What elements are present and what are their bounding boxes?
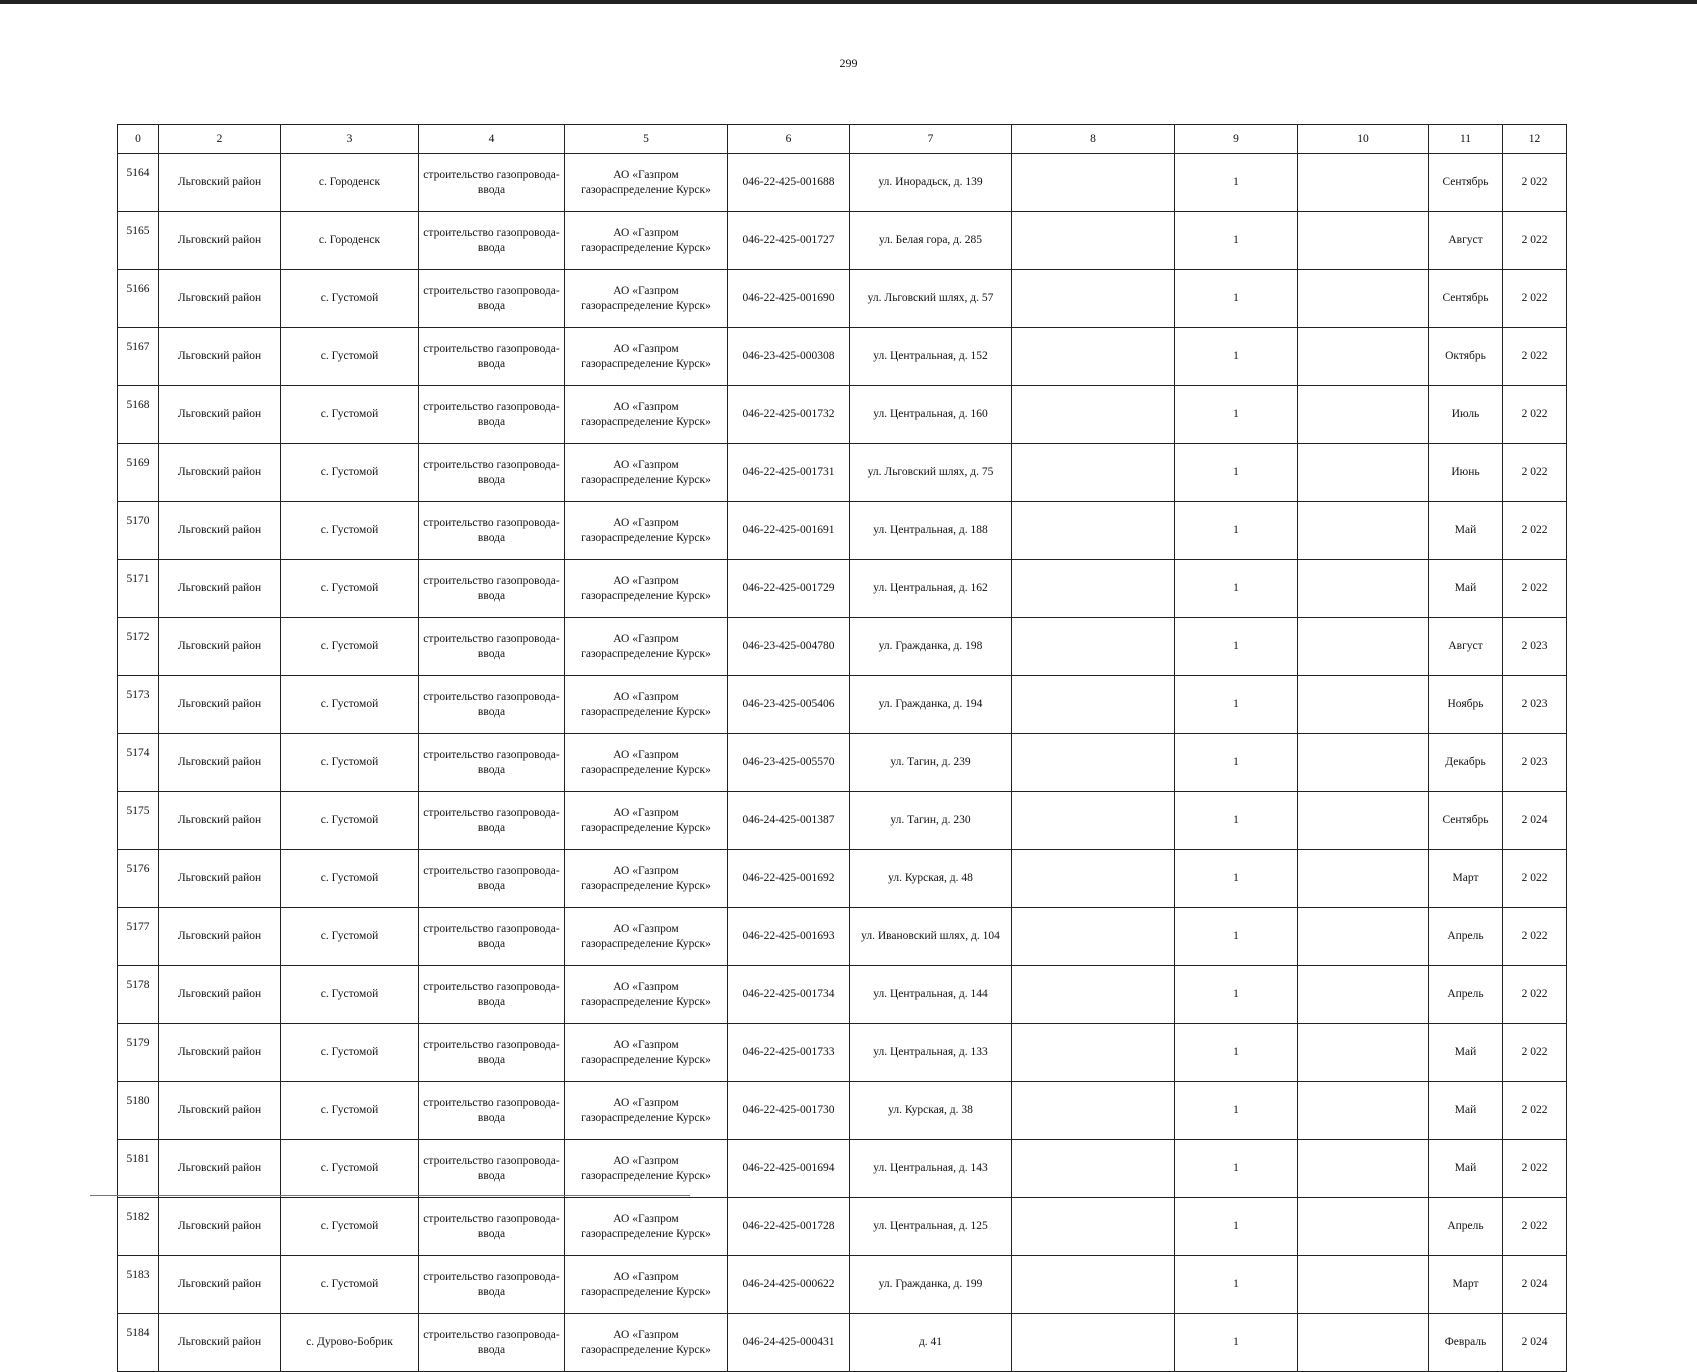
work-type-cell: строительство газопровода-ввода	[419, 270, 565, 328]
organization-cell: АО «Газпром газораспределение Курск»	[565, 502, 728, 560]
object-code-cell: 046-22-425-001731	[728, 444, 850, 502]
table-row	[118, 792, 1567, 850]
work-type-cell: строительство газопровода-ввода	[419, 966, 565, 1024]
settlement-cell: с. Густомой	[281, 560, 419, 618]
year-cell: 2 022	[1503, 502, 1567, 560]
district-cell: Льговский район	[159, 328, 281, 386]
year-cell: 2 022	[1503, 154, 1567, 212]
work-type-cell: строительство газопровода-ввода	[419, 1198, 565, 1256]
column-8-cell	[1012, 328, 1175, 386]
column-10-cell	[1298, 328, 1429, 386]
table-row	[118, 328, 1567, 386]
settlement-cell: с. Густомой	[281, 270, 419, 328]
table-body	[118, 154, 1567, 1372]
table-row	[118, 386, 1567, 444]
row-number-cell: 5164	[118, 154, 159, 212]
address-cell: ул. Центральная, д. 143	[850, 1140, 1012, 1198]
work-type-cell: строительство газопровода-ввода	[419, 734, 565, 792]
header-cell: 9	[1175, 125, 1298, 154]
settlement-cell: с. Густомой	[281, 908, 419, 966]
organization-cell: АО «Газпром газораспределение Курск»	[565, 618, 728, 676]
object-code-cell: 046-22-425-001693	[728, 908, 850, 966]
district-cell: Льговский район	[159, 1140, 281, 1198]
quantity-cell: 1	[1175, 502, 1298, 560]
table-row	[118, 1198, 1567, 1256]
district-cell: Льговский район	[159, 908, 281, 966]
organization-cell: АО «Газпром газораспределение Курск»	[565, 792, 728, 850]
month-cell: Ноябрь	[1429, 676, 1503, 734]
address-cell: ул. Центральная, д. 152	[850, 328, 1012, 386]
month-cell: Август	[1429, 212, 1503, 270]
table-row	[118, 618, 1567, 676]
organization-cell: АО «Газпром газораспределение Курск»	[565, 676, 728, 734]
table-row	[118, 560, 1567, 618]
object-code-cell: 046-23-425-000308	[728, 328, 850, 386]
column-8-cell	[1012, 270, 1175, 328]
work-type-cell: строительство газопровода-ввода	[419, 444, 565, 502]
column-8-cell	[1012, 444, 1175, 502]
month-cell: Июль	[1429, 386, 1503, 444]
row-number-cell: 5173	[118, 676, 159, 734]
district-cell: Льговский район	[159, 502, 281, 560]
district-cell: Льговский район	[159, 154, 281, 212]
address-cell: ул. Центральная, д. 133	[850, 1024, 1012, 1082]
row-number-cell: 5167	[118, 328, 159, 386]
column-8-cell	[1012, 908, 1175, 966]
work-type-cell: строительство газопровода-ввода	[419, 850, 565, 908]
district-cell: Льговский район	[159, 444, 281, 502]
object-code-cell: 046-22-425-001729	[728, 560, 850, 618]
column-10-cell	[1298, 154, 1429, 212]
column-8-cell	[1012, 850, 1175, 908]
table-row	[118, 1140, 1567, 1198]
column-10-cell	[1298, 676, 1429, 734]
column-10-cell	[1298, 850, 1429, 908]
column-8-cell	[1012, 1140, 1175, 1198]
district-cell: Льговский район	[159, 212, 281, 270]
district-cell: Льговский район	[159, 734, 281, 792]
year-cell: 2 022	[1503, 850, 1567, 908]
quantity-cell: 1	[1175, 386, 1298, 444]
quantity-cell: 1	[1175, 444, 1298, 502]
column-8-cell	[1012, 212, 1175, 270]
work-type-cell: строительство газопровода-ввода	[419, 908, 565, 966]
settlement-cell: с. Густомой	[281, 1256, 419, 1314]
row-number-cell: 5181	[118, 1140, 159, 1198]
work-type-cell: строительство газопровода-ввода	[419, 792, 565, 850]
month-cell: Май	[1429, 560, 1503, 618]
row-number-cell: 5171	[118, 560, 159, 618]
column-8-cell	[1012, 1314, 1175, 1372]
quantity-cell: 1	[1175, 1082, 1298, 1140]
work-type-cell: строительство газопровода-ввода	[419, 386, 565, 444]
row-number-cell: 5174	[118, 734, 159, 792]
row-number-cell: 5166	[118, 270, 159, 328]
organization-cell: АО «Газпром газораспределение Курск»	[565, 154, 728, 212]
district-cell: Льговский район	[159, 676, 281, 734]
column-8-cell	[1012, 966, 1175, 1024]
quantity-cell: 1	[1175, 328, 1298, 386]
address-cell: ул. Тагин, д. 239	[850, 734, 1012, 792]
month-cell: Сентябрь	[1429, 270, 1503, 328]
column-10-cell	[1298, 1314, 1429, 1372]
work-type-cell: строительство газопровода-ввода	[419, 1140, 565, 1198]
year-cell: 2 022	[1503, 270, 1567, 328]
object-code-cell: 046-22-425-001733	[728, 1024, 850, 1082]
year-cell: 2 023	[1503, 734, 1567, 792]
month-cell: Март	[1429, 1256, 1503, 1314]
work-type-cell: строительство газопровода-ввода	[419, 154, 565, 212]
settlement-cell: с. Густомой	[281, 1082, 419, 1140]
month-cell: Май	[1429, 1082, 1503, 1140]
work-type-cell: строительство газопровода-ввода	[419, 212, 565, 270]
settlement-cell: с. Городенск	[281, 154, 419, 212]
month-cell: Май	[1429, 1140, 1503, 1198]
month-cell: Апрель	[1429, 966, 1503, 1024]
address-cell: ул. Льговский шлях, д. 57	[850, 270, 1012, 328]
header-cell: 5	[565, 125, 728, 154]
settlement-cell: с. Городенск	[281, 212, 419, 270]
settlement-cell: с. Густомой	[281, 502, 419, 560]
month-cell: Сентябрь	[1429, 154, 1503, 212]
address-cell: ул. Ивановский шлях, д. 104	[850, 908, 1012, 966]
district-cell: Льговский район	[159, 270, 281, 328]
address-cell: ул. Гражданка, д. 199	[850, 1256, 1012, 1314]
quantity-cell: 1	[1175, 1314, 1298, 1372]
object-code-cell: 046-23-425-004780	[728, 618, 850, 676]
quantity-cell: 1	[1175, 734, 1298, 792]
organization-cell: АО «Газпром газораспределение Курск»	[565, 734, 728, 792]
year-cell: 2 022	[1503, 1024, 1567, 1082]
row-number-cell: 5168	[118, 386, 159, 444]
district-cell: Льговский район	[159, 966, 281, 1024]
year-cell: 2 022	[1503, 328, 1567, 386]
row-number-cell: 5179	[118, 1024, 159, 1082]
quantity-cell: 1	[1175, 618, 1298, 676]
row-number-cell: 5169	[118, 444, 159, 502]
settlement-cell: с. Густомой	[281, 618, 419, 676]
work-type-cell: строительство газопровода-ввода	[419, 328, 565, 386]
table-row	[118, 1082, 1567, 1140]
object-code-cell: 046-24-425-000431	[728, 1314, 850, 1372]
year-cell: 2 022	[1503, 212, 1567, 270]
district-cell: Льговский район	[159, 792, 281, 850]
organization-cell: АО «Газпром газораспределение Курск»	[565, 1024, 728, 1082]
quantity-cell: 1	[1175, 270, 1298, 328]
work-type-cell: строительство газопровода-ввода	[419, 618, 565, 676]
bottom-rule	[90, 1195, 690, 1196]
organization-cell: АО «Газпром газораспределение Курск»	[565, 386, 728, 444]
settlement-cell: с. Густомой	[281, 1198, 419, 1256]
month-cell: Июнь	[1429, 444, 1503, 502]
work-type-cell: строительство газопровода-ввода	[419, 1256, 565, 1314]
quantity-cell: 1	[1175, 1256, 1298, 1314]
column-10-cell	[1298, 908, 1429, 966]
table-row	[118, 502, 1567, 560]
object-code-cell: 046-22-425-001691	[728, 502, 850, 560]
column-10-cell	[1298, 560, 1429, 618]
row-number-cell: 5165	[118, 212, 159, 270]
organization-cell: АО «Газпром газораспределение Курск»	[565, 1314, 728, 1372]
quantity-cell: 1	[1175, 1140, 1298, 1198]
column-8-cell	[1012, 560, 1175, 618]
organization-cell: АО «Газпром газораспределение Курск»	[565, 1256, 728, 1314]
quantity-cell: 1	[1175, 1198, 1298, 1256]
address-cell: ул. Льговский шлях, д. 75	[850, 444, 1012, 502]
row-number-cell: 5184	[118, 1314, 159, 1372]
header-cell: 11	[1429, 125, 1503, 154]
district-cell: Льговский район	[159, 1198, 281, 1256]
month-cell: Апрель	[1429, 908, 1503, 966]
year-cell: 2 024	[1503, 792, 1567, 850]
address-cell: ул. Гражданка, д. 194	[850, 676, 1012, 734]
row-number-cell: 5182	[118, 1198, 159, 1256]
header-cell: 12	[1503, 125, 1567, 154]
column-10-cell	[1298, 1024, 1429, 1082]
work-type-cell: строительство газопровода-ввода	[419, 1082, 565, 1140]
settlement-cell: с. Густомой	[281, 444, 419, 502]
quantity-cell: 1	[1175, 212, 1298, 270]
address-cell: ул. Центральная, д. 162	[850, 560, 1012, 618]
object-code-cell: 046-24-425-000622	[728, 1256, 850, 1314]
district-cell: Льговский район	[159, 618, 281, 676]
year-cell: 2 024	[1503, 1314, 1567, 1372]
organization-cell: АО «Газпром газораспределение Курск»	[565, 212, 728, 270]
work-type-cell: строительство газопровода-ввода	[419, 676, 565, 734]
month-cell: Май	[1429, 502, 1503, 560]
quantity-cell: 1	[1175, 966, 1298, 1024]
quantity-cell: 1	[1175, 154, 1298, 212]
column-10-cell	[1298, 502, 1429, 560]
header-cell: 4	[419, 125, 565, 154]
work-type-cell: строительство газопровода-ввода	[419, 1314, 565, 1372]
year-cell: 2 022	[1503, 560, 1567, 618]
column-10-cell	[1298, 386, 1429, 444]
header-cell: 8	[1012, 125, 1175, 154]
organization-cell: АО «Газпром газораспределение Курск»	[565, 444, 728, 502]
table-header	[118, 125, 1567, 154]
table-row	[118, 1256, 1567, 1314]
month-cell: Сентябрь	[1429, 792, 1503, 850]
year-cell: 2 022	[1503, 444, 1567, 502]
object-code-cell: 046-23-425-005406	[728, 676, 850, 734]
address-cell: ул. Курская, д. 38	[850, 1082, 1012, 1140]
work-type-cell: строительство газопровода-ввода	[419, 560, 565, 618]
column-8-cell	[1012, 792, 1175, 850]
column-10-cell	[1298, 1082, 1429, 1140]
header-cell: 7	[850, 125, 1012, 154]
year-cell: 2 022	[1503, 1198, 1567, 1256]
settlement-cell: с. Дурово-Бобрик	[281, 1314, 419, 1372]
work-type-cell: строительство газопровода-ввода	[419, 502, 565, 560]
header-row	[118, 125, 1567, 154]
year-cell: 2 022	[1503, 908, 1567, 966]
month-cell: Апрель	[1429, 1198, 1503, 1256]
organization-cell: АО «Газпром газораспределение Курск»	[565, 270, 728, 328]
district-cell: Льговский район	[159, 1256, 281, 1314]
quantity-cell: 1	[1175, 560, 1298, 618]
table-row	[118, 966, 1567, 1024]
settlement-cell: с. Густомой	[281, 792, 419, 850]
row-number-cell: 5170	[118, 502, 159, 560]
row-number-cell: 5183	[118, 1256, 159, 1314]
column-10-cell	[1298, 270, 1429, 328]
object-code-cell: 046-24-425-001387	[728, 792, 850, 850]
address-cell: ул. Центральная, д. 144	[850, 966, 1012, 1024]
settlement-cell: с. Густомой	[281, 1024, 419, 1082]
column-8-cell	[1012, 386, 1175, 444]
column-10-cell	[1298, 444, 1429, 502]
column-10-cell	[1298, 734, 1429, 792]
quantity-cell: 1	[1175, 1024, 1298, 1082]
district-cell: Льговский район	[159, 560, 281, 618]
page-number: 299	[839, 56, 858, 70]
table-row	[118, 908, 1567, 966]
settlement-cell: с. Густомой	[281, 850, 419, 908]
settlement-cell: с. Густомой	[281, 386, 419, 444]
header-cell: 2	[159, 125, 281, 154]
object-code-cell: 046-22-425-001694	[728, 1140, 850, 1198]
table-row	[118, 1314, 1567, 1372]
address-cell: д. 41	[850, 1314, 1012, 1372]
settlement-cell: с. Густомой	[281, 734, 419, 792]
object-code-cell: 046-22-425-001728	[728, 1198, 850, 1256]
column-8-cell	[1012, 502, 1175, 560]
object-code-cell: 046-23-425-005570	[728, 734, 850, 792]
year-cell: 2 022	[1503, 966, 1567, 1024]
organization-cell: АО «Газпром газораспределение Курск»	[565, 1140, 728, 1198]
district-cell: Льговский район	[159, 1314, 281, 1372]
row-number-cell: 5176	[118, 850, 159, 908]
month-cell: Декабрь	[1429, 734, 1503, 792]
year-cell: 2 023	[1503, 618, 1567, 676]
column-8-cell	[1012, 1024, 1175, 1082]
address-cell: ул. Инорадьск, д. 139	[850, 154, 1012, 212]
year-cell: 2 022	[1503, 1082, 1567, 1140]
month-cell: Август	[1429, 618, 1503, 676]
quantity-cell: 1	[1175, 850, 1298, 908]
address-cell: ул. Гражданка, д. 198	[850, 618, 1012, 676]
district-cell: Льговский район	[159, 850, 281, 908]
year-cell: 2 024	[1503, 1256, 1567, 1314]
column-8-cell	[1012, 1082, 1175, 1140]
quantity-cell: 1	[1175, 792, 1298, 850]
address-cell: ул. Курская, д. 48	[850, 850, 1012, 908]
address-cell: ул. Центральная, д. 125	[850, 1198, 1012, 1256]
year-cell: 2 022	[1503, 386, 1567, 444]
column-8-cell	[1012, 1256, 1175, 1314]
table-row	[118, 676, 1567, 734]
table-row	[118, 850, 1567, 908]
object-code-cell: 046-22-425-001734	[728, 966, 850, 1024]
organization-cell: АО «Газпром газораспределение Курск»	[565, 1198, 728, 1256]
settlement-cell: с. Густомой	[281, 966, 419, 1024]
object-code-cell: 046-22-425-001727	[728, 212, 850, 270]
column-8-cell	[1012, 618, 1175, 676]
work-type-cell: строительство газопровода-ввода	[419, 1024, 565, 1082]
header-cell: 3	[281, 125, 419, 154]
register-table	[117, 124, 1567, 1372]
address-cell: ул. Белая гора, д. 285	[850, 212, 1012, 270]
column-10-cell	[1298, 966, 1429, 1024]
object-code-cell: 046-22-425-001688	[728, 154, 850, 212]
object-code-cell: 046-22-425-001732	[728, 386, 850, 444]
row-number-cell: 5172	[118, 618, 159, 676]
row-number-cell: 5180	[118, 1082, 159, 1140]
object-code-cell: 046-22-425-001730	[728, 1082, 850, 1140]
district-cell: Льговский район	[159, 1024, 281, 1082]
address-cell: ул. Центральная, д. 188	[850, 502, 1012, 560]
address-cell: ул. Центральная, д. 160	[850, 386, 1012, 444]
month-cell: Октябрь	[1429, 328, 1503, 386]
month-cell: Февраль	[1429, 1314, 1503, 1372]
column-8-cell	[1012, 734, 1175, 792]
column-8-cell	[1012, 154, 1175, 212]
organization-cell: АО «Газпром газораспределение Курск»	[565, 850, 728, 908]
object-code-cell: 046-22-425-001692	[728, 850, 850, 908]
column-10-cell	[1298, 792, 1429, 850]
settlement-cell: с. Густомой	[281, 1140, 419, 1198]
table-row	[118, 734, 1567, 792]
organization-cell: АО «Газпром газораспределение Курск»	[565, 908, 728, 966]
year-cell: 2 023	[1503, 676, 1567, 734]
row-number-cell: 5178	[118, 966, 159, 1024]
row-number-cell: 5177	[118, 908, 159, 966]
column-10-cell	[1298, 1198, 1429, 1256]
district-cell: Льговский район	[159, 1082, 281, 1140]
object-code-cell: 046-22-425-001690	[728, 270, 850, 328]
organization-cell: АО «Газпром газораспределение Курск»	[565, 328, 728, 386]
organization-cell: АО «Газпром газораспределение Курск»	[565, 966, 728, 1024]
quantity-cell: 1	[1175, 676, 1298, 734]
header-cell: 0	[118, 125, 159, 154]
header-cell: 6	[728, 125, 850, 154]
column-8-cell	[1012, 676, 1175, 734]
settlement-cell: с. Густомой	[281, 328, 419, 386]
month-cell: Март	[1429, 850, 1503, 908]
address-cell: ул. Тагин, д. 230	[850, 792, 1012, 850]
table-row	[118, 154, 1567, 212]
column-10-cell	[1298, 1256, 1429, 1314]
settlement-cell: с. Густомой	[281, 676, 419, 734]
year-cell: 2 022	[1503, 1140, 1567, 1198]
header-cell: 10	[1298, 125, 1429, 154]
organization-cell: АО «Газпром газораспределение Курск»	[565, 1082, 728, 1140]
district-cell: Льговский район	[159, 386, 281, 444]
column-10-cell	[1298, 618, 1429, 676]
table-row	[118, 270, 1567, 328]
table-row	[118, 1024, 1567, 1082]
column-10-cell	[1298, 212, 1429, 270]
column-8-cell	[1012, 1198, 1175, 1256]
quantity-cell: 1	[1175, 908, 1298, 966]
table-row	[118, 212, 1567, 270]
table-row	[118, 444, 1567, 502]
row-number-cell: 5175	[118, 792, 159, 850]
month-cell: Май	[1429, 1024, 1503, 1082]
organization-cell: АО «Газпром газораспределение Курск»	[565, 560, 728, 618]
column-10-cell	[1298, 1140, 1429, 1198]
page-top-edge	[0, 0, 1697, 4]
